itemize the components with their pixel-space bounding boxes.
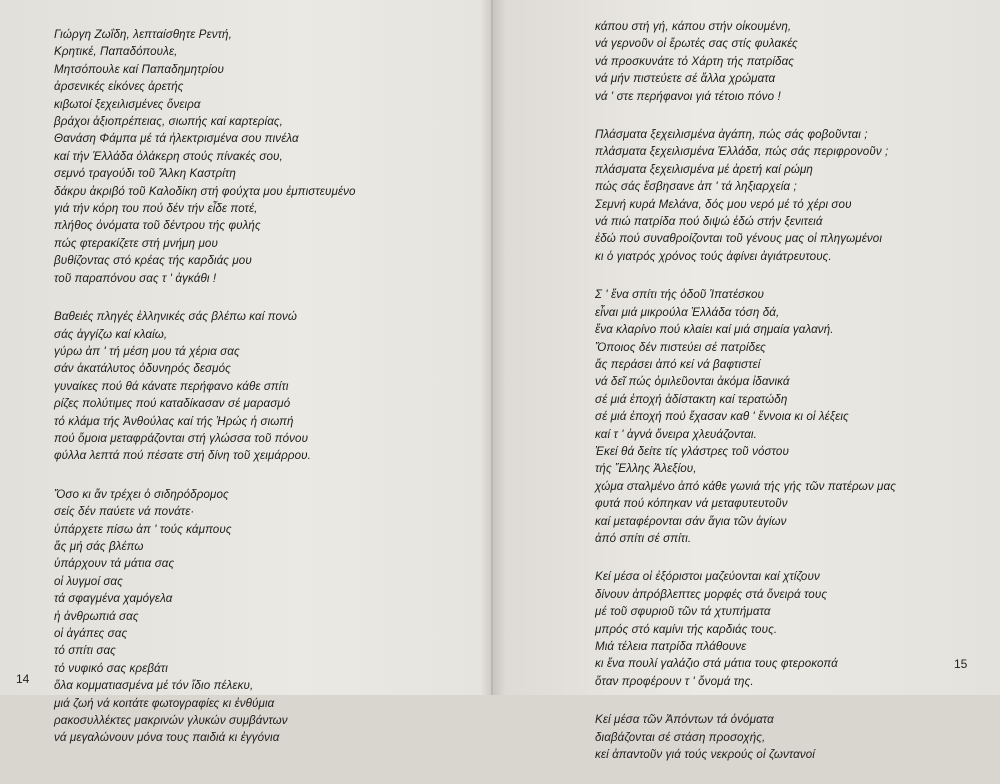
poem-line: πλάσματα ξεχειλισμένα μέ ἀρετή καί ρώμη: [595, 162, 813, 176]
poem-line: ἕνα κλαρίνο πού κλαίει καί μιά σημαία γαλανή.: [595, 323, 834, 337]
poem-line: σάν ἀκατάλυτος ὀδυνηρός δεσμός: [54, 362, 231, 376]
poem-line: ἄς περάσει ἀπό κεί νά βαφτιστεί: [595, 357, 761, 371]
left-page: [0, 0, 492, 745]
poem-line: πώς σάς ἔσβησανε ἀπ ' τά ληξιαρχεία ;: [595, 180, 797, 194]
poem-line: σέ μιά ἐποχή πού ἔχασαν καθ ' ἔννοια κι οἱ λέξεις: [595, 410, 849, 424]
poem-line: ἀπό σπίτι σέ σπίτι.: [595, 531, 692, 545]
poem-line: τά σφαγμένα χαμόγελα: [54, 592, 173, 606]
poem-line: φύλλα λεπτά πού πέσατε στή δίνη τοῦ χειμάρρου.: [54, 449, 311, 463]
poem-line: τοῦ παραπόνου σας τ ' ἀγκάθι !: [54, 271, 217, 285]
poem-line: πλήθος ὀνόματα τοῦ δέντρου τής φυλής: [54, 219, 261, 233]
poem-line: Βαθειές πληγές ἑλληνικές σάς βλέπω καί πονώ: [54, 310, 298, 324]
poem-line: οἱ ἀγάπες σας: [54, 627, 128, 640]
poem-line: σέ μιά ἐποχή ἀδίστακτη καί τερατώδη: [595, 392, 788, 406]
poem-line: Κρητικέ, Παπαδόπουλε,: [54, 45, 178, 59]
poem-line: Ἐκεί θά δείτε τίς γλάστρες τοῦ νόστου: [595, 444, 789, 458]
poem-line: Γιώργη Ζωΐδη, λεπταίσθητε Ρεντή,: [54, 28, 232, 41]
poem-line: νά μήν πιστεύετε σέ ἄλλα χρώματα: [595, 72, 776, 86]
stanza: [595, 286, 995, 547]
poem-line: πώς φτερακίζετε στή μνήμη μου: [54, 236, 218, 250]
stanza: [54, 308, 474, 465]
poem-line: κιβωτοί ξεχειλισμένες ὄνειρα: [54, 97, 201, 111]
poem-line: νά δεῖ πώς ὁμιλεῦονται ἀκόμα ἰδανικά: [595, 375, 790, 389]
poem-line: ἀρσενικές εἰκόνες ἀρετής: [54, 80, 184, 94]
poem-line: μιά ζωή νά κοιτάτε φωτογραφίες κι ἐνθύμια: [54, 696, 275, 710]
poem-line: Πλάσματα ξεχειλισμένα ἀγάπη, πώς σάς φοβοῦνται ;: [595, 128, 868, 142]
poem-line: καί μεταφέρονται σάν ἅγια τῶν ἁγίων: [595, 514, 787, 528]
stanza: [54, 26, 474, 287]
poem-line: Μιά τέλεια πατρίδα πλάθουνε: [595, 640, 747, 653]
poem-line: δάκρυ ἀκριβό τοῦ Καλοδίκη στή φούχτα μου ἐμπιστευμένο: [54, 184, 356, 198]
poem-line: Σεμνή κυρά Μελάνα, δός μου νερό μέ τό χέρι σου: [595, 197, 852, 211]
stanza: [54, 486, 474, 747]
poem-line: διαβάζονται σέ στάση προσοχής,: [595, 730, 766, 744]
poem-line: Ὅσο κι ἄν τρέχει ὁ σιδηρόδρομος: [54, 487, 229, 501]
poem-line: ἄς μή σάς βλέπω: [54, 539, 144, 553]
poem-line: ὅταν προφέρουν τ ' ὄνομά της.: [595, 674, 754, 688]
poem-line: Κεί μέσα τῶν Ἀπόντων τά ὀνόματα: [595, 713, 774, 727]
left-page-number: 14: [16, 672, 30, 686]
poem-line: κεί ἀπαντοῦν γιά τούς νεκρούς οἱ ζωντανοί: [595, 748, 815, 762]
poem-line: νά προσκυνάτε τό Χάρτη τής πατρίδας: [595, 54, 795, 68]
poem-line: οἱ λυγμοί σας: [54, 574, 123, 588]
poem-line: τό κλάμα τής Ἀνθούλας καί τής Ἡρώς ἡ σιωπή: [54, 414, 294, 428]
poem-line: γύρω ἀπ ' τή μέση μου τά χέρια σας: [54, 344, 240, 358]
poem-line: ὑπάρχετε πίσω ἀπ ' τούς κάμπους: [54, 522, 232, 536]
poem-line: βράχοι ἀξιοπρέπειας, σιωπής καί καρτερίας,: [54, 115, 283, 129]
poem-line: ρακοσυλλέκτες μακρινών γλυκών συμβάντων: [54, 714, 288, 728]
right-page-number: 15: [954, 657, 968, 671]
poem-line: σείς δέν παύετε νά πονάτε·: [54, 505, 195, 519]
poem-line: κι ἕνα πουλί γαλάζιο στά μάτια τους φτεροκοπά: [595, 657, 838, 671]
left-page-text: [54, 26, 474, 768]
poem-line: ρίζες πολύτιμες πού καταδίκασαν σέ μαρασμό: [54, 397, 291, 411]
poem-line: ὑπάρχουν τά μάτια σας: [54, 557, 175, 571]
poem-line: νά ' στε περήφανοι γιά τέτοιο πόνο !: [595, 89, 781, 103]
poem-line: μπρός στό καμίνι τής καρδιάς τους.: [595, 622, 778, 636]
poem-line: τό σπίτι σας: [54, 644, 116, 658]
poem-line: ὅλα κομματιασμένα μέ τόν ἴδιο πέλεκυ,: [54, 679, 254, 693]
poem-line: σεμνό τραγούδι τοῦ Ἄλκη Καστρίτη: [54, 167, 236, 181]
poem-line: Σ ' ἕνα σπίτι τής ὁδοῦ Ἱπατέσκου: [595, 288, 765, 302]
poem-line: καί τήν Ἑλλάδα ὁλάκερη στούς πίνακές σου,: [54, 149, 283, 163]
poem-line: κάπου στή γή, κάπου στήν οἰκουμένη,: [595, 20, 792, 33]
poem-line: Ὅποιος δέν πιστεύει σέ πατρίδες: [595, 340, 766, 354]
poem-line: καί τ ' ἁγνά ὄνειρα χλευάζονται.: [595, 427, 757, 441]
poem-line: πλάσματα ξεχειλισμένα Ἑλλάδα, πώς σάς περιφρονοῦν ;: [595, 145, 889, 159]
right-page-text: [595, 18, 995, 784]
poem-line: χώμα σταλμένο ἀπό κάθε γωνιά τής γής τῶν πατέρων μας: [595, 479, 896, 493]
poem-line: γυναίκες πού θά κάνατε περήφανο κάθε σπίτι: [54, 379, 289, 393]
poem-line: γιά τήν κόρη του πού δέν τήν εἶδε ποτέ,: [54, 202, 258, 216]
poem-line: Κεί μέσα οἱ ἐξόριστοι μαζεύονται καί χτίζουν: [595, 570, 820, 584]
poem-line: κι ὁ γιατρός χρόνος τούς ἀφίνει ἀγιάτρευτους.: [595, 249, 832, 263]
poem-line: Μητσόπουλε καί Παπαδημητρίου: [54, 62, 225, 76]
poem-line: φυτά πού κόπηκαν νά μεταφυτευτοῦν: [595, 497, 788, 511]
poem-line: τό νυφικό σας κρεβάτι: [54, 661, 168, 675]
poem-line: δίνουν ἀπρόβλεπτες μορφές στά ὄνειρά τους: [595, 587, 828, 601]
poem-line: μέ τοῦ σφυριοῦ τῶν τά χτυπήματα: [595, 605, 771, 619]
poem-line: τής Ἕλλης Ἀλεξίου,: [595, 462, 697, 476]
poem-line: νά γερνοῦν οἱ ἔρωτές σας στίς φυλακές: [595, 37, 798, 51]
poem-line: σάς ἀγγίζω καί κλαίω,: [54, 327, 168, 341]
stanza: [595, 126, 995, 265]
poem-line: εἶναι μιά μικρούλα Ἑλλάδα τόση δά,: [595, 305, 780, 319]
poem-line: νά πιώ πατρίδα πού διψώ ἐδώ στήν ξενιτειά: [595, 215, 823, 229]
poem-line: πού ὅμοια μεταφράζονται στή γλώσσα τοῦ πόνου: [54, 431, 309, 445]
poem-line: ἐδώ πού συναθροίζονται τοῦ γένους μας οἱ πληγωμένοι: [595, 232, 883, 246]
poem-line: βυθίζοντας στό κρέας τής καρδιάς μου: [54, 254, 252, 268]
poem-line: νά μεγαλώνουν μόνα τους παιδιά κι ἐγγόνια: [54, 731, 280, 745]
right-page: [494, 0, 1000, 762]
stanza: [595, 18, 995, 105]
poem-line: Θανάση Φάμπα μέ τά ἠλεκτρισμένα σου πινέλα: [54, 132, 299, 146]
stanza: [595, 568, 995, 690]
poem-line: ἡ ἀνθρωπιά σας: [54, 609, 139, 623]
stanza: [595, 711, 995, 763]
